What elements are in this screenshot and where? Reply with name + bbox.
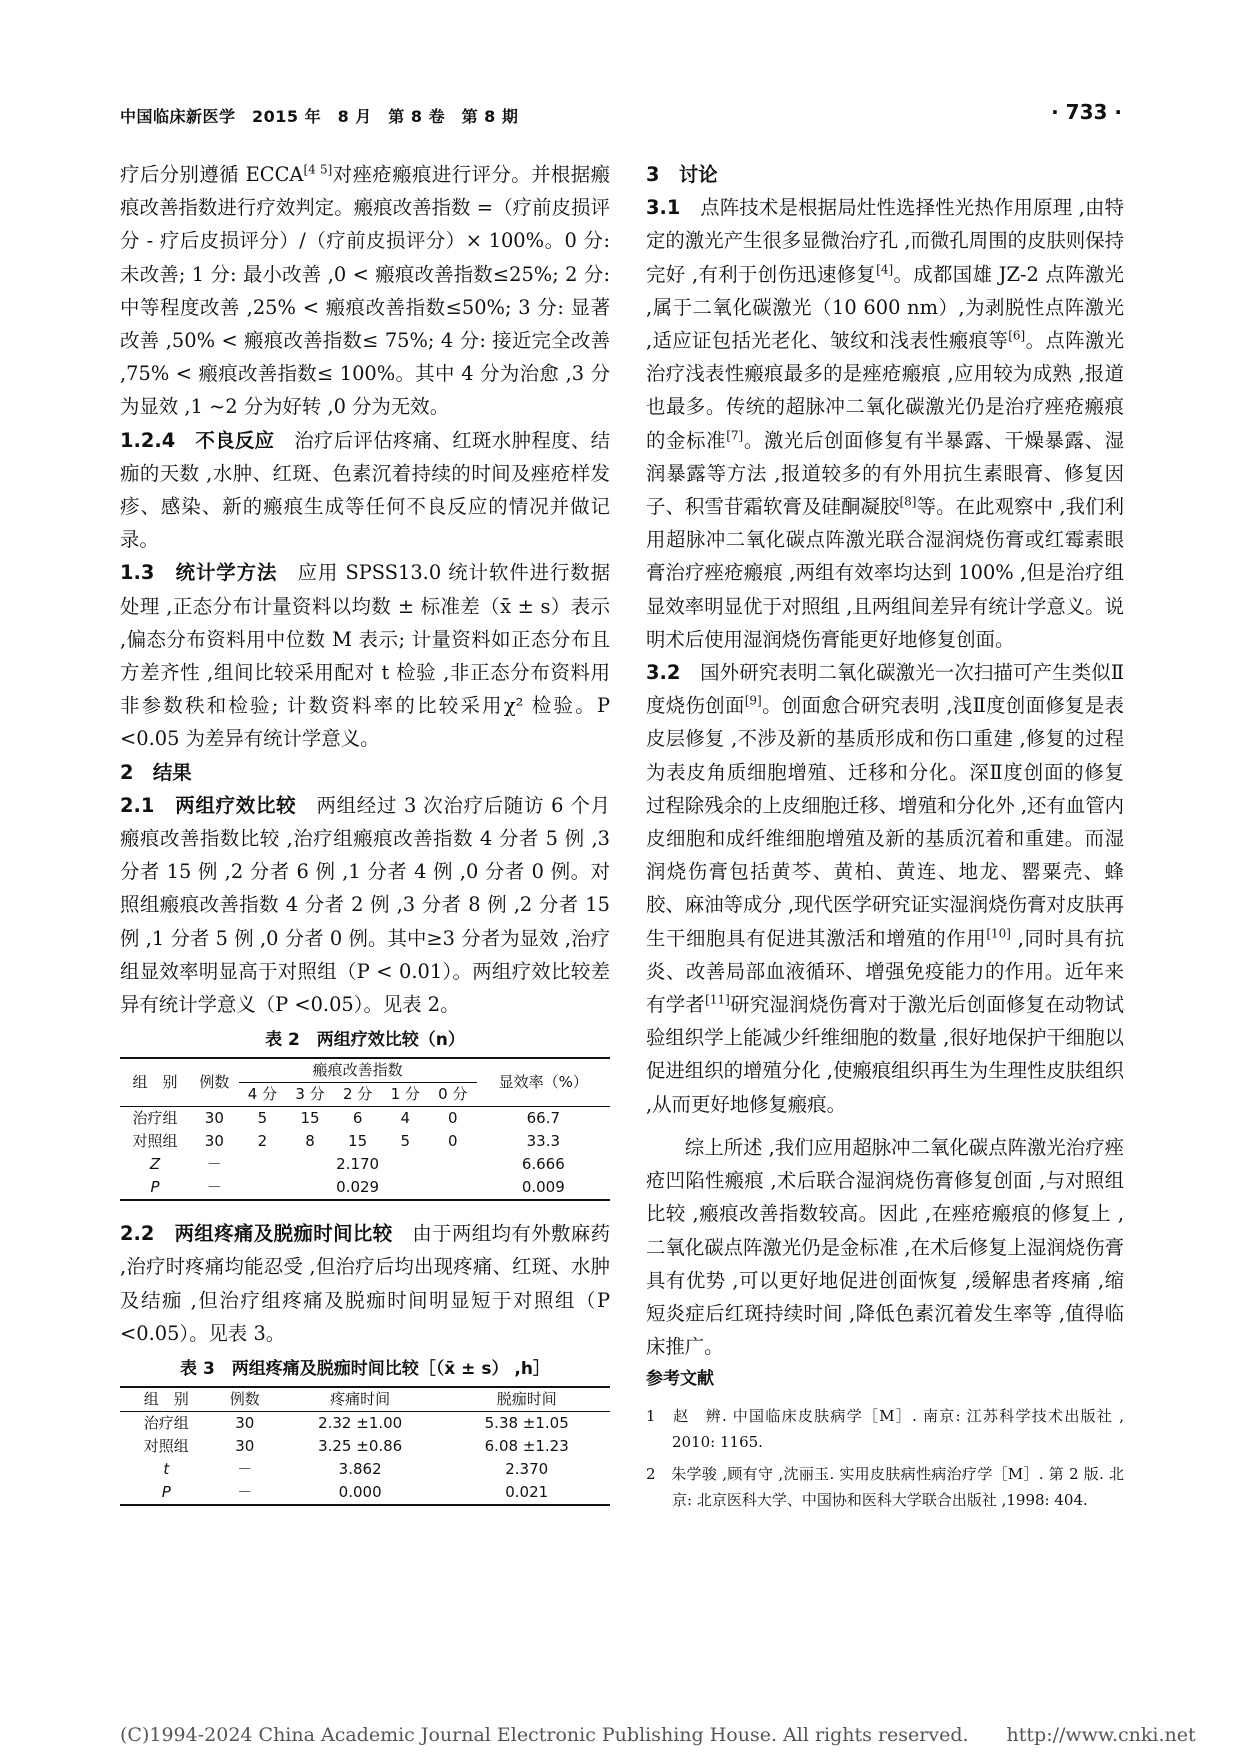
table2-caption: 表 2 两组疗效比较（n） <box>265 1030 465 1051</box>
section-3-1 <box>646 191 1124 656</box>
text: 。点阵激光治疗浅表性瘢痕最多的是痤疮瘢痕 ,应用较为成熟 ,报道也最多。传统的超脉冲二氧化碳激光仍是治疗痤疮瘢痕的金标准 <box>646 329 1124 452</box>
table-row <box>120 1153 610 1176</box>
table-cell: 15 <box>348 1132 368 1151</box>
table-cell: 30 <box>204 1109 224 1128</box>
table-cell: t <box>163 1460 170 1479</box>
text: ,同时具有抗炎、改善局部血液循环、增强免疫能力的作用。近年来有学者 <box>646 926 1124 1017</box>
citation[interactable]: [4] <box>876 262 894 277</box>
table-cell: 8 <box>305 1132 315 1151</box>
table-cell: 0.000 <box>277 1481 444 1505</box>
reference-item: 1 赵 辨. 中国临床皮肤病学［M］. 南京: 江苏科学技术出版社 , 2010: 1165. <box>646 1406 1124 1451</box>
paragraph-evaluation <box>120 158 610 424</box>
text: 。激光后创面修复有半暴露、干燥暴露、湿润暴露等方法 ,报道较多的有外用抗生素眼膏、修复因子、积雪苷霜软膏及硅酮凝胶 <box>646 428 1125 519</box>
section-number: 3.1 <box>646 196 681 220</box>
table3 <box>120 1386 610 1506</box>
section-title: 两组疼痛及脱痂时间比较 <box>174 1222 393 1246</box>
section-title: 统计学方法 <box>175 561 278 585</box>
text: 国外研究表明二氧化碳激光一次扫描可产生类似Ⅱ度烧伤创面 <box>646 661 1124 718</box>
table-cell: 66.7 <box>526 1109 561 1128</box>
references-heading: 参考文献 <box>646 1369 714 1390</box>
left-column <box>120 158 610 1506</box>
table-cell: 对照组 <box>143 1437 189 1456</box>
table-cell: 6.08 ±1.23 <box>484 1437 569 1456</box>
section-number: 1.2.4 <box>120 428 176 452</box>
journal-header: 中国临床新医学 2015 年 8 月 第 8 卷 第 8 期 <box>120 107 519 126</box>
section-title: 两组疗效比较 <box>175 793 297 817</box>
text: 等。在此观察中 ,我们利用超脉冲二氧化碳点阵激光联合湿润烧伤膏或红霉素眼膏治疗痤疮瘢痕 ,两组有效率均达到 100% ,但是治疗组显效率明显优于对照组 ,且两组间差异有统计学意义。说明术后使用湿润烧伤膏能更好地修复创面。 <box>646 495 1125 651</box>
right-column <box>646 158 1124 1513</box>
table2-header-scar: 瘢痕改善指数 <box>239 1058 477 1083</box>
citation[interactable]: [8] <box>899 494 917 509</box>
table-row <box>120 1435 610 1458</box>
text: 对痤疮瘢痕进行评分。并根据瘢痕改善指数进行疗效判定。瘢痕改善指数 =（疗前皮损评分 - 疗后皮损评分）/（疗前皮损评分）× 100%。0 分: 未改善; 1 分: 最小改善 ,0 < 瘢痕改善指数≤25%; 2 分: 中等程度改善 ,25% < 瘢痕改善指数≤50%; 3 分: 显著改善 ,50% < 瘢痕改善指数≤ 75%; 4 分: 接近完全改善 ,75% < 瘢痕改善指数≤ 100%。其中 4 分为治愈 ,3 分为显效 ,1 ~2 分为好转 ,0 分为无效。 <box>120 163 610 419</box>
text: 。创面愈合研究表明 ,浅Ⅱ度创面修复是表皮层修复 ,不涉及新的基质形成和伤口重建 ,修复的过程为表皮角质细胞增殖、迁移和分化。深Ⅱ度创面的修复过程除残余的上皮细胞迁移、增殖和分化外 ,还有血管内皮细胞和成纤维细胞增殖及新的基质沉着和重建。而湿润烧伤膏包括黄芩、黄柏、黄连、地龙、罂粟壳、蜂胶、麻油等成分 ,现代医学研究证实湿润烧伤膏对皮肤再生干细胞具有促进其激活和增殖的作用 <box>646 694 1124 950</box>
table-row <box>120 1107 610 1131</box>
table-cell: 5 <box>257 1109 268 1128</box>
table3-header: 组 别 <box>120 1387 213 1412</box>
table-cell: P <box>120 1176 190 1200</box>
table-cell: 15 <box>300 1109 320 1128</box>
table-cell: － <box>190 1176 239 1200</box>
text: 疗后分别遵循 ECCA <box>120 163 304 186</box>
section-number: 3.2 <box>646 661 681 685</box>
table3-header: 脱痂时间 <box>443 1387 610 1412</box>
table-cell: － <box>213 1481 277 1505</box>
table2-subheader: 4 分 <box>239 1083 287 1107</box>
table-cell: 6.666 <box>521 1155 565 1174</box>
section-number: 1.3 <box>120 561 155 585</box>
table2-subheader: 1 分 <box>381 1083 429 1107</box>
conclusion-paragraph: 综上所述 ,我们应用超脉冲二氧化碳点阵激光治疗痤疮凹陷性瘢痕 ,术后联合湿润烧伤膏修复创面 ,与对照组比较 ,瘢痕改善指数较高。因此 ,在痤疮瘢痕的修复上 ,二氧化碳点阵激光仍是金标准 ,在术后修复上湿润烧伤膏具有优势 ,可以更好地促进创面恢复 ,缓解患者疼痛 ,缩短炎症后红斑持续时间 ,降低色素沉着发生率等 ,值得临床推广。 <box>646 1135 1124 1359</box>
table2-subheader: 3 分 <box>286 1083 334 1107</box>
table-cell: 6 <box>352 1109 363 1128</box>
text: 。成都国雄 JZ-2 点阵激光 ,属于二氧化碳激光（10 600 nm）,为剥脱性点阵激光 ,适应证包括光老化、皱纹和浅表性瘢痕等 <box>646 262 1124 353</box>
table-row <box>120 1130 610 1153</box>
table-cell: 2 <box>257 1132 268 1151</box>
citation[interactable]: [10] <box>986 926 1011 941</box>
table3-header: 疼痛时间 <box>277 1387 444 1412</box>
reference-item: 2 朱学骏 ,顾有守 ,沈丽玉. 实用皮肤病性病治疗学［M］. 第 2 版. 北京: 北京医科大学、中国协和医科大学联合出版社 ,1998: 404. <box>646 1464 1124 1509</box>
table2-header-rate: 显效率（%） <box>477 1058 610 1107</box>
section-2-2 <box>120 1217 610 1350</box>
section-2-heading: 2 结果 <box>120 760 192 784</box>
table-cell: 0 <box>448 1109 458 1128</box>
table-cell: 33.3 <box>526 1132 561 1151</box>
table-cell: 0.009 <box>477 1176 610 1200</box>
copyright-footer: (C)1994-2024 China Academic Journal Electronic Publishing House. All rights reserved. http://www.cnki.net <box>120 1724 1196 1746</box>
table-cell: 3.25 ±0.86 <box>318 1437 403 1456</box>
section-text: 由于两组均有外敷麻药 ,治疗时疼痛均能忍受 ,但治疗后均出现疼痛、红斑、水肿及结痂 ,但治疗组疼痛及脱痂时间明显短于对照组（P <0.05）。见表 3。 <box>120 1222 611 1345</box>
text: 点阵技术是根据局灶性选择性光热作用原理 ,由特定的激光产生很多显微治疗孔 ,而微孔周围的皮肤则保持完好 ,有利于创伤迅速修复 <box>646 196 1125 286</box>
table2-subheader: 0 分 <box>429 1083 477 1107</box>
table-cell: 治疗组 <box>132 1109 178 1128</box>
citation[interactable]: [9] <box>744 693 762 708</box>
citation[interactable]: [7] <box>726 428 744 443</box>
section-text: 两组经过 3 次治疗后随访 6 个月瘢痕改善指数比较 ,治疗组瘢痕改善指数 4 分者 5 例 ,3 分者 15 例 ,2 分者 6 例 ,1 分者 4 例 ,0 分者 0 例。对照组瘢痕改善指数 4 分者 2 例 ,3 分者 8 例 ,2 分者 15 例 ,1 分者 5 例 ,0 分者 0 例。其中≥3 分者为显效 ,治疗组显效率明显高于对照组（P < 0.01）。两组疗效比较差异有统计学意义（P <0.05）。见表 2。 <box>120 793 611 1017</box>
table-cell: 0 <box>448 1132 458 1151</box>
table-row <box>120 1176 610 1200</box>
page-number: · 733 · <box>1051 100 1122 124</box>
table-cell: 30 <box>204 1132 224 1151</box>
table-cell: 5 <box>400 1132 410 1151</box>
table-cell: 0.021 <box>443 1481 610 1505</box>
table3-caption: 表 3 两组疼痛及脱痂时间比较［（x̄ ± s） ,h］ <box>180 1359 550 1380</box>
table-row <box>120 1458 610 1481</box>
table-row <box>120 1412 610 1436</box>
section-text: 治疗后评估疼痛、红斑水肿程度、结痂的天数 ,水肿、红斑、色素沉着持续的时间及痤疮样发疹、感染、新的瘢痕生成等任何不良反应的情况并做记录。 <box>120 428 611 552</box>
citation[interactable]: [11] <box>705 992 730 1007</box>
table-cell: 5.38 ±1.05 <box>484 1414 569 1433</box>
section-text: 应用 SPSS13.0 统计软件进行数据处理 ,正态分布计量资料以均数 ± 标准差（x̄ ± s）表示 ,偏态分布资料用中位数 M 表示; 计量资料如正态分布且方差齐性 ,组间比较采用配对 t 检验 ,非正态分布资料用非参数秩和检验; 计数资料率的比较采用χ² 检验。P <0.05 为差异有统计学意义。 <box>120 561 611 751</box>
table2-subheader: 2 分 <box>334 1083 382 1107</box>
section-1-2-4 <box>120 424 610 557</box>
table-cell: 30 <box>235 1414 255 1433</box>
section-number: 2.2 <box>120 1222 155 1246</box>
table-cell: 3.862 <box>338 1460 382 1479</box>
section-2-1 <box>120 789 610 1021</box>
table-cell: － <box>237 1460 253 1479</box>
section-number: 2.1 <box>120 793 155 817</box>
section-title: 不良反应 <box>195 428 275 452</box>
table3-header: 例数 <box>213 1387 277 1412</box>
text: 研究湿润烧伤膏对于激光后创面修复在动物试验组织学上能减少纤维细胞的数量 ,很好地保护干细胞以促进组织的增殖分化 ,使瘢痕组织再生为生理性皮肤组织 ,从而更好地修复瘢痕。 <box>646 993 1125 1116</box>
table-cell: 2.370 <box>505 1460 549 1479</box>
section-1-3 <box>120 556 610 755</box>
table-cell: 30 <box>235 1437 255 1456</box>
table2-header-n: 例数 <box>190 1058 239 1107</box>
citation[interactable]: [6] <box>1008 328 1026 343</box>
table-cell: 4 <box>400 1109 410 1128</box>
table-cell: 2.32 ±1.00 <box>318 1414 403 1433</box>
table2-header-group: 组 别 <box>120 1058 190 1107</box>
table-cell: － <box>206 1155 222 1174</box>
table-row <box>120 1481 610 1505</box>
section-3-heading: 3 讨论 <box>646 163 718 186</box>
table-cell: 2.170 <box>336 1155 380 1174</box>
table-cell: P <box>120 1481 213 1505</box>
table-cell: 0.029 <box>239 1176 477 1200</box>
table2 <box>120 1057 610 1201</box>
section-3-2 <box>646 656 1124 1121</box>
citation[interactable]: [4 5] <box>303 162 333 177</box>
table-cell: 对照组 <box>132 1132 178 1151</box>
table-cell: Z <box>149 1155 161 1174</box>
table-cell: 治疗组 <box>143 1414 189 1433</box>
